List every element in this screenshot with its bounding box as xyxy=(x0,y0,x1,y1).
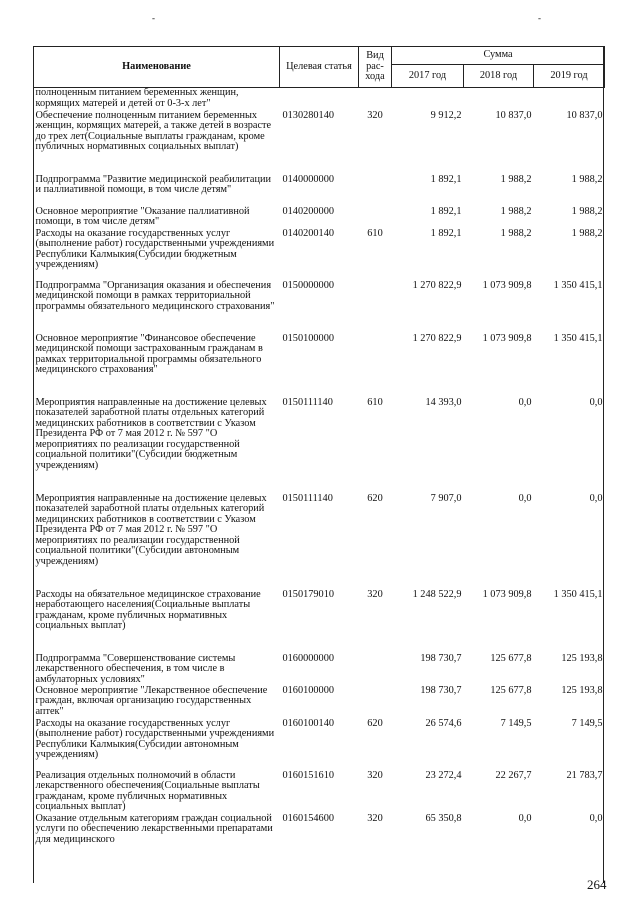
table-row xyxy=(34,771,605,814)
row-target-article: 0150100000 xyxy=(282,332,334,344)
row-sum-2018: 1 073 909,8 xyxy=(482,332,532,344)
row-sum-2019: 21 783,7 xyxy=(566,769,603,781)
table-row xyxy=(34,229,605,281)
row-name: Подпрограмма "Совершенствование системы лекарственного обеспечения, в том числе в амбулаторных условиях" xyxy=(35,652,236,685)
row-name: Подпрограмма "Развитие медицинской реабилитации и паллиативной помощи, в том числе детям" xyxy=(35,173,272,195)
row-sum-2019: 1 988,2 xyxy=(571,173,603,185)
row-expense-type xyxy=(359,207,392,229)
row-name: Реализация отдельных полномочий в области лекарственного обеспечения(Социальные выплаты гражданам, кроме публичных нормативных социальных выплат) xyxy=(35,769,260,812)
row-sum-2018 xyxy=(464,88,534,111)
row-target-article: 0160100000 xyxy=(282,684,334,696)
row-sum-2018: 1 988,2 xyxy=(500,173,532,185)
row-sum-2017: 26 574,6 xyxy=(425,717,462,729)
row-name: Основное мероприятие "Финансовое обеспечение медицинской помощи застрахованным гражданам в рамках территориальной программы обязательного медицинского страхования" xyxy=(35,332,263,375)
row-name: Подпрограмма "Организация оказания и обеспечения медицинской помощи в рамках территориальной программы обязательного медицинского страхования" xyxy=(35,279,275,312)
row-expense-type xyxy=(359,281,392,334)
row-sum-2017: 1 892,1 xyxy=(430,173,462,185)
page-number: 264 xyxy=(587,877,607,892)
row-sum-2019: 1 350 415,1 xyxy=(553,332,603,344)
header-year-2018: 2018 год xyxy=(464,65,534,88)
row-sum-2017: 1 270 822,9 xyxy=(412,279,462,291)
row-sum-2019: 1 350 415,1 xyxy=(553,279,603,291)
row-sum-2017: 1 270 822,9 xyxy=(412,332,462,344)
row-name: Основное мероприятие "Оказание паллиативной помощи, в том числе детям" xyxy=(35,205,250,227)
row-sum-2017: 198 730,7 xyxy=(420,684,462,696)
row-target-article: 0160151610 xyxy=(282,769,334,781)
row-sum-2018: 1 073 909,8 xyxy=(482,588,532,600)
row-target-article xyxy=(280,88,359,111)
row-target-article: 0130280140 xyxy=(282,109,334,121)
row-name: Расходы на оказание государственных услуг (выполнение работ) государственными учреждениями Республики Калмыкия(Субсидии автономным учреждениям) xyxy=(35,717,275,760)
scan-mark-left: - xyxy=(152,13,155,23)
row-name: Основное мероприятие "Лекарственное обеспечение граждан, включая организацию государственных аптек" xyxy=(35,684,268,717)
row-sum-2017: 198 730,7 xyxy=(420,652,462,664)
row-expense-type: 320 xyxy=(367,812,383,824)
row-expense-type: 620 xyxy=(367,717,383,729)
row-sum-2017: 1 892,1 xyxy=(430,227,462,239)
row-name: Расходы на оказание государственных услуг (выполнение работ) государственными учреждениями Республики Калмыкия(Субсидии бюджетным учреждениям) xyxy=(35,227,275,270)
table-row xyxy=(34,207,605,229)
table-body xyxy=(34,88,605,856)
row-name: Обеспечение полноценным питанием беременных женщин, кормящих матерей, а также детей в возрасте до трех лет(Социальные выплаты гражданам, кроме публичных нормативных социальных выплат) xyxy=(35,109,272,152)
row-target-article: 0160154600 xyxy=(282,812,334,824)
row-expense-type: 610 xyxy=(367,396,383,408)
scan-mark-right: - xyxy=(538,13,541,23)
row-target-article: 0140200000 xyxy=(282,205,334,217)
row-sum-2017: 9 912,2 xyxy=(430,109,462,121)
table-row xyxy=(34,281,605,334)
row-target-article: 0140000000 xyxy=(282,173,334,185)
row-expense-type: 320 xyxy=(367,109,383,121)
row-sum-2017: 14 393,0 xyxy=(425,396,462,408)
header-name: Наименование xyxy=(34,47,280,88)
table-row xyxy=(34,398,605,494)
row-target-article: 0160000000 xyxy=(282,652,334,664)
row-expense-type xyxy=(359,334,392,398)
row-sum-2018: 22 267,7 xyxy=(495,769,532,781)
row-sum-2019: 10 837,0 xyxy=(566,109,603,121)
row-target-article: 0150111140 xyxy=(282,396,333,408)
row-target-article: 0150179010 xyxy=(282,588,334,600)
row-sum-2018: 1 988,2 xyxy=(500,205,532,217)
table-row xyxy=(34,590,605,654)
table-row xyxy=(34,814,605,856)
row-target-article: 0150000000 xyxy=(282,279,334,291)
row-name: Мероприятия направленные на достижение целевых показателей заработной платы отдельных категорий медицинских работников в соответствии с Указом Президента РФ от 7 мая 2012 г. № 597 "О мероприятиях по реализации государственной социальной политики"(Субсидии автономным учреждениям) xyxy=(35,492,267,567)
row-sum-2017: 7 907,0 xyxy=(430,492,462,504)
header-expense-type: Вид рас-хода xyxy=(359,47,392,88)
row-sum-2019: 0,0 xyxy=(589,396,603,408)
header-sum: Сумма xyxy=(392,47,605,65)
table-row xyxy=(34,111,605,175)
row-sum-2017: 23 272,4 xyxy=(425,769,462,781)
row-sum-2018: 0,0 xyxy=(518,396,532,408)
row-sum-2019: 0,0 xyxy=(589,812,603,824)
row-expense-type xyxy=(359,88,392,111)
table-row xyxy=(34,686,605,719)
row-sum-2018: 10 837,0 xyxy=(495,109,532,121)
header-year-2017: 2017 год xyxy=(392,65,464,88)
row-name: Оказание отдельным категориям граждан социальной услуги по обеспечению лекарственными препаратами для медицинского xyxy=(35,812,273,845)
row-sum-2017: 65 350,8 xyxy=(425,812,462,824)
table-row xyxy=(34,334,605,398)
row-sum-2018: 0,0 xyxy=(518,812,532,824)
row-expense-type xyxy=(359,175,392,207)
row-expense-type: 610 xyxy=(367,227,383,239)
row-sum-2019: 7 149,5 xyxy=(571,717,603,729)
row-expense-type: 320 xyxy=(367,769,383,781)
header-target-article: Целевая статья xyxy=(280,47,359,88)
row-sum-2019: 125 193,8 xyxy=(561,652,603,664)
header-year-2019: 2019 год xyxy=(534,65,605,88)
row-sum-2017 xyxy=(392,88,464,111)
row-sum-2018: 125 677,8 xyxy=(490,684,532,696)
table-row xyxy=(34,175,605,207)
table-row xyxy=(34,88,605,111)
row-expense-type: 620 xyxy=(367,492,383,504)
row-target-article: 0160100140 xyxy=(282,717,334,729)
row-sum-2019 xyxy=(534,88,605,111)
row-name: Расходы на обязательное медицинское страхование неработающего населения(Социальные выплаты гражданам, кроме публичных нормативных социальных выплат) xyxy=(35,588,261,631)
row-sum-2018: 0,0 xyxy=(518,492,532,504)
table-row xyxy=(34,494,605,590)
row-sum-2019: 1 350 415,1 xyxy=(553,588,603,600)
table-row xyxy=(34,719,605,771)
row-target-article: 0150111140 xyxy=(282,492,333,504)
row-sum-2018: 7 149,5 xyxy=(500,717,532,729)
row-name: Мероприятия направленные на достижение целевых показателей заработной платы отдельных категорий медицинских работников в соответствии с Указом Президента РФ от 7 мая 2012 г. № 597 "О мероприятиях по реализации государственной социальной политики"(Субсидии бюджетным учреждениям) xyxy=(35,396,267,471)
row-sum-2019: 1 988,2 xyxy=(571,227,603,239)
row-sum-2018: 125 677,8 xyxy=(490,652,532,664)
row-expense-type xyxy=(359,654,392,686)
row-sum-2019: 125 193,8 xyxy=(561,684,603,696)
row-sum-2017: 1 248 522,9 xyxy=(412,588,462,600)
row-sum-2019: 1 988,2 xyxy=(571,205,603,217)
row-sum-2018: 1 073 909,8 xyxy=(482,279,532,291)
row-expense-type: 320 xyxy=(367,588,383,600)
row-sum-2019: 0,0 xyxy=(589,492,603,504)
budget-table xyxy=(33,46,605,856)
row-sum-2017: 1 892,1 xyxy=(430,205,462,217)
row-sum-2018: 1 988,2 xyxy=(500,227,532,239)
table-row xyxy=(34,654,605,686)
row-name: полноценным питанием беременных женщин, кормящих матерей и детей от 0-3-х лет" xyxy=(35,87,239,109)
row-expense-type xyxy=(359,686,392,719)
row-target-article: 0140200140 xyxy=(282,227,334,239)
